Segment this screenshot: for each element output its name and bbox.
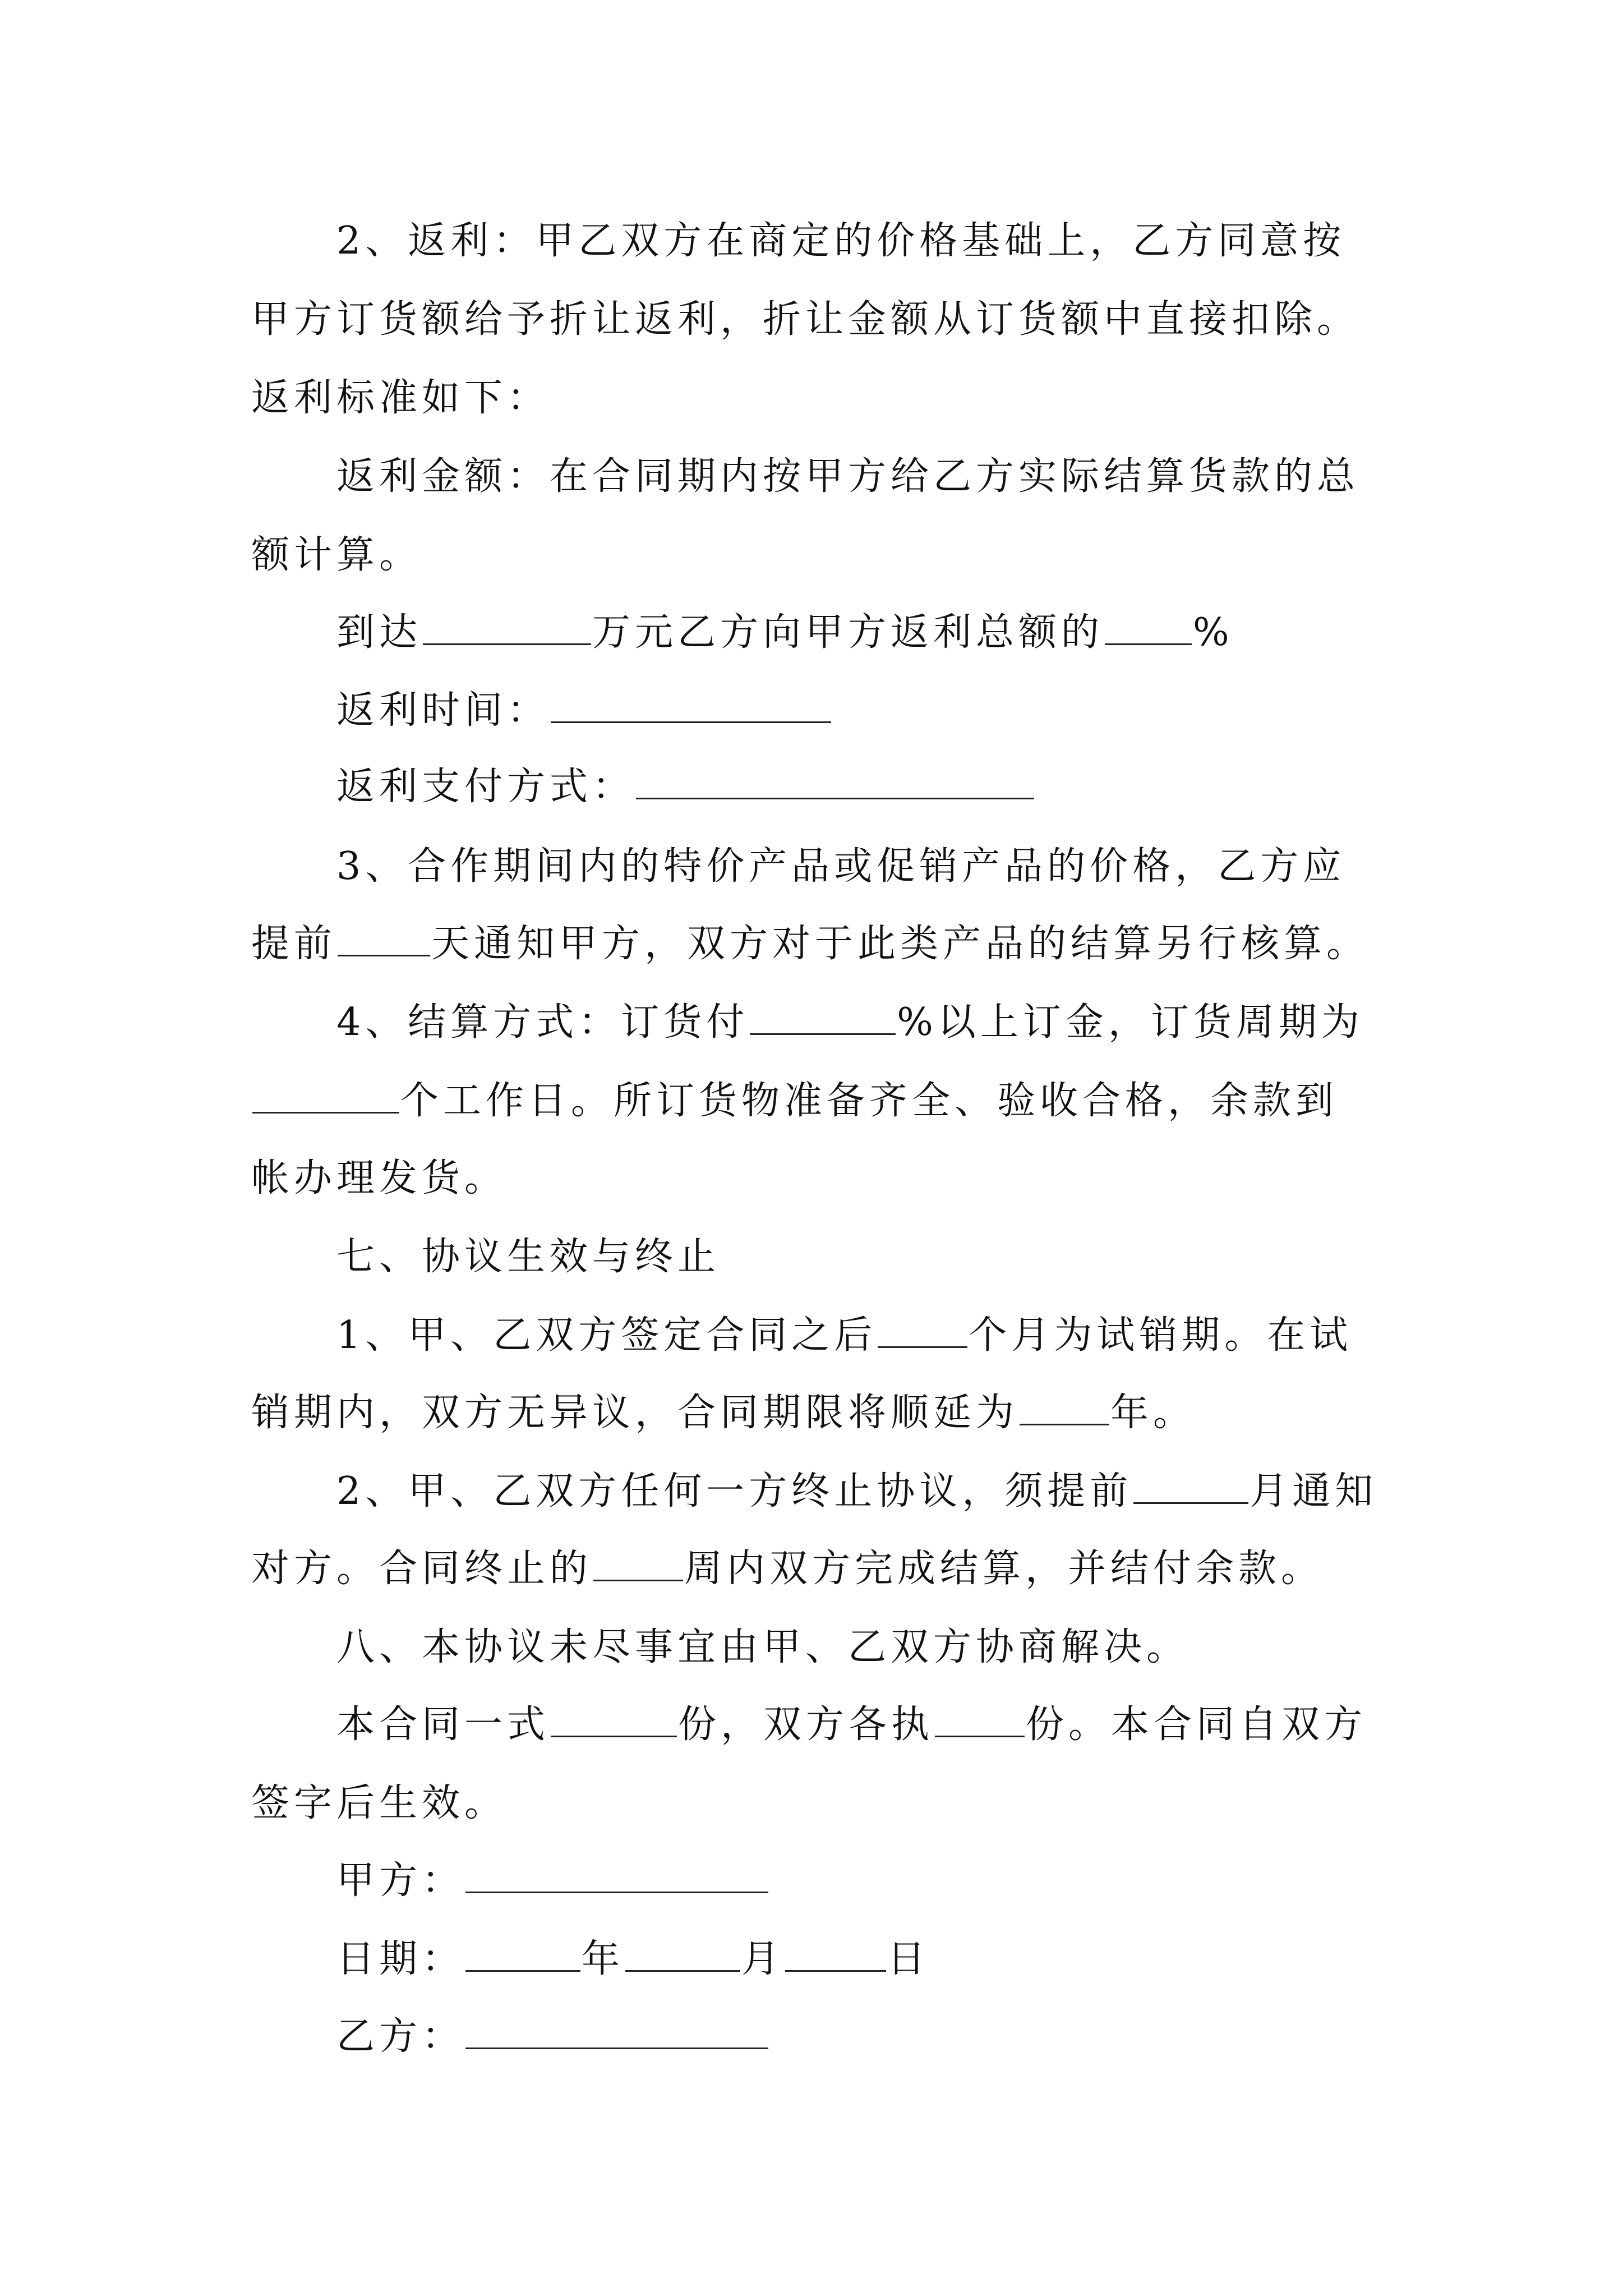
- fill-in-blank[interactable]: [252, 1077, 399, 1114]
- text-segment: 份，双方各执: [678, 1703, 934, 1747]
- fill-in-blank[interactable]: [625, 1935, 740, 1972]
- text-line: [251, 295, 1359, 345]
- fill-in-blank[interactable]: [551, 1701, 677, 1737]
- text-line: [336, 608, 1234, 658]
- text-segment: 年: [582, 1937, 625, 1981]
- text-line: [251, 1544, 1324, 1594]
- text-line: [251, 1153, 507, 1204]
- fill-in-blank[interactable]: [750, 999, 896, 1035]
- text-segment: 年。: [1110, 1391, 1196, 1435]
- text-line: [251, 1388, 1196, 1438]
- text-segment: 对方。合同终止的: [251, 1547, 593, 1591]
- text-segment: %以上订金，订货周期为: [897, 1000, 1364, 1045]
- text-segment: 个工作日。所订货物准备齐全、验收合格，余款到: [400, 1079, 1339, 1123]
- fill-in-blank[interactable]: [1133, 1467, 1248, 1504]
- text-segment: 月: [741, 1937, 785, 1981]
- text-segment: 八、本协议未尽事宜由甲、乙双方协商解决。: [336, 1625, 1189, 1669]
- fill-in-blank[interactable]: [465, 1935, 580, 1972]
- text-line: [336, 452, 1359, 502]
- text-segment: 返利标准如下：: [251, 376, 550, 420]
- fill-in-blank[interactable]: [551, 687, 831, 723]
- text-segment: 乙方：: [336, 2014, 465, 2059]
- text-segment: 返利金额：在合同期内按甲方给乙方实际结算货款的总: [336, 454, 1360, 499]
- text-segment: 到达: [336, 610, 422, 655]
- fill-in-blank[interactable]: [593, 1545, 683, 1581]
- text-line: [251, 919, 1369, 969]
- text-line: [336, 1700, 1367, 1750]
- text-line: [251, 530, 422, 581]
- text-segment: 签字后生效。: [251, 1781, 508, 1825]
- text-segment: 额计算。: [251, 533, 422, 577]
- fill-in-blank[interactable]: [465, 2013, 768, 2049]
- text-segment: 日: [887, 1937, 930, 1981]
- text-segment: 返利时间：: [336, 688, 550, 733]
- text-segment: 日期：: [336, 1937, 465, 1981]
- text-segment: 销期内，双方无异议，合同期限将顺延为: [251, 1391, 1019, 1435]
- text-segment: 返利支付方式：: [336, 765, 635, 809]
- text-segment: 3、合作期间内的特价产品或促销产品的价格，乙方应: [336, 844, 1346, 889]
- fill-in-blank[interactable]: [465, 1857, 768, 1893]
- text-segment: 1、甲、乙双方签定合同之后: [336, 1313, 877, 1358]
- text-segment: 提前: [251, 922, 337, 966]
- text-line: [336, 1622, 1189, 1673]
- text-segment: 本合同一式: [336, 1703, 550, 1747]
- text-line: [336, 1310, 1352, 1361]
- text-segment: 甲方：: [336, 1858, 465, 1903]
- text-segment: 周内双方完成结算，并结付余款。: [684, 1547, 1324, 1591]
- text-line: [336, 1934, 930, 1985]
- text-line: [336, 1232, 720, 1282]
- text-segment: 2、甲、乙双方任何一方终止协议，须提前: [336, 1469, 1133, 1513]
- fill-in-blank[interactable]: [878, 1312, 967, 1348]
- fill-in-blank[interactable]: [1105, 609, 1192, 645]
- text-line: [336, 997, 1364, 1048]
- text-line: [336, 685, 832, 736]
- fill-in-blank[interactable]: [1020, 1389, 1109, 1425]
- text-segment: %: [1193, 610, 1234, 655]
- text-line: [336, 1466, 1377, 1517]
- text-line: [251, 1778, 507, 1829]
- text-segment: 2、返利：甲乙双方在商定的价格基础上，乙方同意按: [336, 219, 1346, 263]
- text-segment: 万元乙方向甲方返利总额的: [592, 610, 1104, 655]
- text-line: [251, 373, 550, 424]
- text-segment: 月通知: [1249, 1469, 1378, 1513]
- text-line: [336, 762, 1035, 812]
- text-line: [336, 841, 1345, 892]
- fill-in-blank[interactable]: [423, 609, 591, 645]
- text-segment: 天通知甲方，双方对于此类产品的结算另行核算。: [431, 922, 1370, 966]
- text-segment: 甲方订货额给予折让返利，折让金额从订货额中直接扣除。: [251, 297, 1360, 342]
- text-line: [251, 1076, 1338, 1126]
- fill-in-blank[interactable]: [636, 763, 1034, 799]
- fill-in-blank[interactable]: [785, 1935, 886, 1972]
- fill-in-blank[interactable]: [935, 1701, 1025, 1737]
- text-segment: 4、结算方式：订货付: [336, 1000, 749, 1045]
- text-segment: 份。本合同自双方: [1026, 1703, 1367, 1747]
- text-segment: 帐办理发货。: [251, 1156, 508, 1200]
- text-segment: 个月为试销期。在试: [969, 1313, 1353, 1358]
- text-line: [336, 2012, 769, 2062]
- text-segment: 七、协议生效与终止: [336, 1235, 721, 1279]
- fill-in-blank[interactable]: [338, 920, 430, 956]
- text-line: [336, 1856, 769, 1906]
- text-line: [336, 216, 1345, 266]
